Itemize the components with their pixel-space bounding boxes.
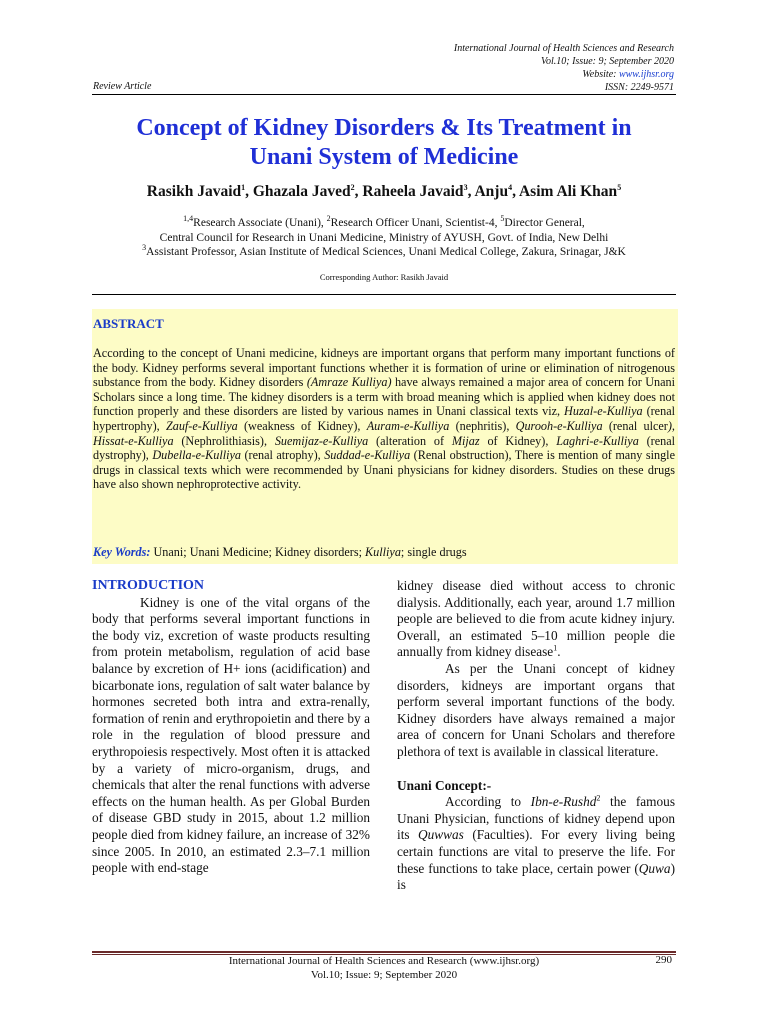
footer-citation: International Journal of Health Sciences and Research (www.ijhsr.org) Vol.10; Issue: 9; September 2020 xyxy=(228,955,540,981)
journal-header xyxy=(454,42,674,94)
journal-name: International Journal of Health Sciences and Research xyxy=(453,43,674,54)
author-list xyxy=(92,183,676,201)
right-paragraph-2: As per the Unani concept of kidney disorders, kidneys are important organs that perform several important functions of the body. Kidney disorders have always remained a major area of concern for Unani Scholars and therefore plethora of text is available in classical literature. xyxy=(397,660,675,759)
title-divider xyxy=(92,294,676,295)
abstract-heading: ABSTRACT xyxy=(93,316,164,331)
author: Asim Ali Khan$^5$ xyxy=(518,182,622,200)
introduction-heading: INTRODUCTION xyxy=(92,578,205,593)
right-paragraph-3: According to Ibn-e-Rushd$^2$ the famous Unani Physician, functions of kidney depend upon its Quwwas (Faculties). For every living being certain functions are vital to preserve the life. For these functions to take place, certain power (Quwa) is xyxy=(397,793,675,893)
affiliation-line-2: Central Council for Research in Unani Medicine, Ministry of AYUSH, Govt. of India, New Delhi xyxy=(159,231,609,244)
website-link[interactable]: www.ijhsr.org xyxy=(618,69,674,80)
left-column xyxy=(92,578,370,877)
article-type: Review Article xyxy=(93,81,152,92)
abstract-text: According to the concept of Unani medicine, kidneys are important organs that perform many important functions of the body. Kidney performs several important functions whether it is formation of urine or elimination of nitrogenous substance from the body. Kidney disorders (Amraze Kulliya) have always remained a major area of concern for Unani Scholars since a long time. The kidney disorders is a term with broad meaning which is applied when kidney does not function properly and these disorders are listed by various names in Unani classical texts viz, Huzal-e-Kulliya (renal hypertrophy), Zauf-e-Kulliya (weakness of Kidney), Auram-e-Kulliya (nephritis), Qurooh-e-Kulliya (renal ulcer), Hissat-e-Kulliya (Nephrolithiasis), Suemijaz-e-Kulliya (alteration of Mijaz of Kidney), Laghri-e-Kulliya (renal dystrophy), Dubella-e-Kulliya (renal atrophy), Suddad-e-Kulliya (Renal obstruction), There is mention of many single drugs in classical texts which were recommended by Unani physicians for kidney disorders. Studies on these drugs have also shown nephroprotective activity. xyxy=(93,346,676,492)
journal-volume: Vol.10; Issue: 9; September 2020 xyxy=(540,56,674,67)
author: Rasikh Javaid$^1$, xyxy=(146,182,253,200)
right-column xyxy=(397,578,675,894)
footer-divider xyxy=(92,951,676,953)
paper-title: Concept of Kidney Disorders & Its Treatment in Unani System of Medicine xyxy=(136,115,632,170)
keywords-label: Key Words: xyxy=(93,545,151,559)
affiliation-line-1: $^{1,4}$Research Associate (Unani), $^2$Research Officer Unani, Scientist-4, $^5$Director General, xyxy=(183,214,585,229)
affiliations xyxy=(92,216,676,260)
affiliation-line-3: $^3$Assistant Professor, Asian Institute of Medical Sciences, Unani Medical College, Zakura, Srinagar, J&K xyxy=(142,243,626,258)
author: Raheela Javaid$^3$, xyxy=(362,182,475,200)
intro-paragraph: Kidney is one of the vital organs of the body that performs several important functions in the body viz, excretion of waste products resulting from protein metabolism, regulation of acid base balance by excretion of H+ ions (acidification) and bicarbonate ions, regulation of salt water balance by hormones secreted both intra and extra-renally, formation of renin and erythropoietin and there by a role in the regulation of blood pressure and erythropoiesis respectively. Most often it is attacked by a variety of micro-organism, drugs, and chemicals that alter the renal functions with adverse effects on the human health. As per Global Burden of disease GBD study in 2015, about 1.2 million people died from kidney failure, an increase of 32% since 2005. In 2010, an estimated 2.3–7.1 million people with end-stage xyxy=(92,594,370,876)
header-divider xyxy=(92,94,676,95)
keywords: Key Words: Unani; Unani Medicine; Kidney disorders; Kulliya; single drugs xyxy=(93,545,467,559)
journal-website: Website: www.ijhsr.org xyxy=(582,69,674,80)
author: Ghazala Javed$^2$, xyxy=(252,182,363,200)
corresponding-author: Corresponding Author: Rasikh Javaid xyxy=(319,272,449,282)
page-number: 290 xyxy=(655,954,672,966)
author: Anju$^4$, xyxy=(474,182,519,200)
unani-concept-heading: Unani Concept:- xyxy=(397,777,492,793)
right-paragraph-1: kidney disease died without access to chronic dialysis. Additionally, each year, around 1.7 million people are believed to die from acute kidney injury. Overall, an estimated 5–10 million people die annually from kidney disease$^1$. xyxy=(397,578,675,660)
journal-issn: ISSN: 2249-9571 xyxy=(604,82,674,93)
